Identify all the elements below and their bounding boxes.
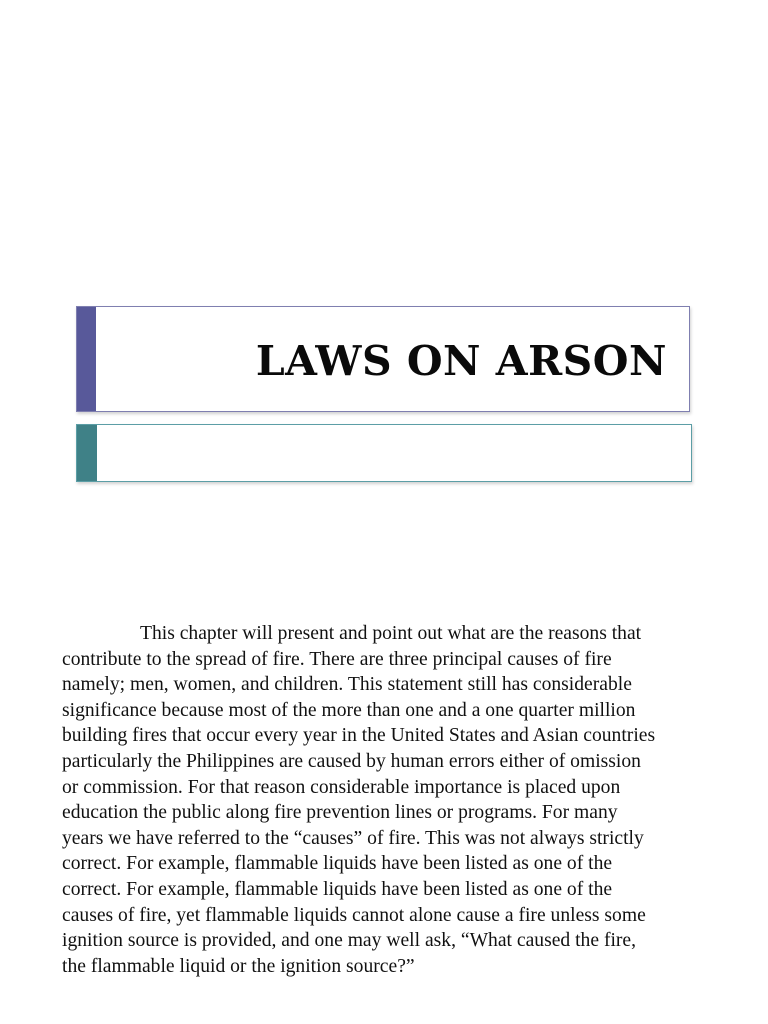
paragraph-line: namely; men, women, and children. This statement still has considerable bbox=[62, 674, 632, 696]
paragraph-line: particularly the Philippines are caused by human errors either of omission bbox=[62, 750, 641, 772]
paragraph-line: years we have referred to the “causes” of fire. This was not always strictly bbox=[62, 827, 644, 849]
paragraph-line: or commission. For that reason considerable importance is placed upon bbox=[62, 776, 621, 798]
paragraph-line: correct. For example, flammable liquids have been listed as one of the bbox=[62, 878, 613, 900]
paragraph-line: education the public along fire prevention lines or programs. For many bbox=[62, 802, 618, 824]
paragraph-line: significance because most of the more than one and a one quarter million bbox=[62, 699, 636, 721]
paragraph-line: This chapter will present and point out what are the reasons that bbox=[140, 623, 642, 644]
title-box bbox=[76, 306, 690, 412]
paragraph-line: ignition source is provided, and one may well ask, “What caused the fire, bbox=[62, 930, 637, 952]
paragraph-line: correct. For example, flammable liquids have been listed as one of the bbox=[62, 853, 613, 875]
subtitle-box bbox=[76, 424, 692, 482]
paragraph-line: contribute to the spread of fire. There are three principal causes of fire bbox=[62, 648, 612, 670]
paragraph-line: causes of fire, yet flammable liquids cannot alone cause a fire unless some bbox=[62, 904, 646, 926]
paragraph-line: building fires that occur every year in the United States and Asian countries bbox=[62, 725, 656, 747]
paragraph-line: the flammable liquid or the ignition source?” bbox=[62, 955, 415, 977]
document-title: LAWS ON ARSON bbox=[255, 337, 667, 385]
title-accent-bar bbox=[77, 307, 96, 411]
subtitle-accent-bar bbox=[77, 425, 97, 481]
body-paragraph bbox=[62, 621, 722, 979]
